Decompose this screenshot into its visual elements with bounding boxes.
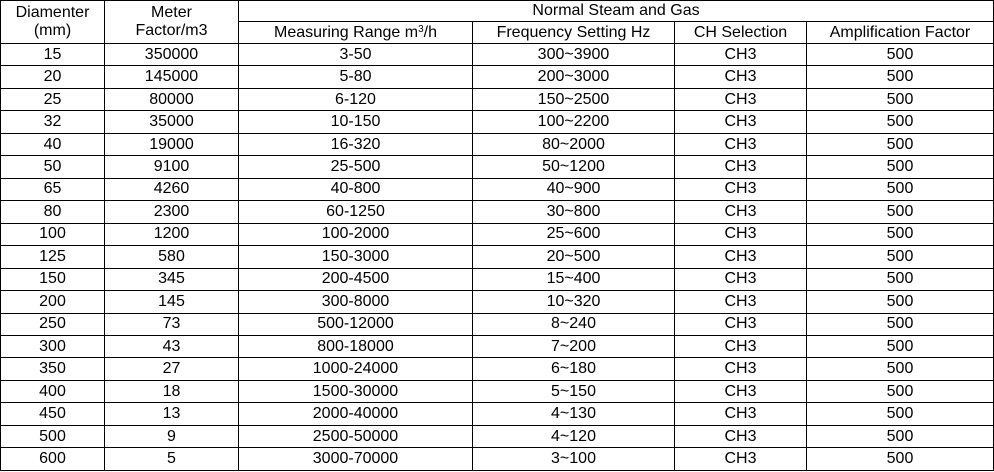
meter-factor-cell: 9 (105, 425, 239, 447)
diameter-header (1, 1, 105, 44)
measuring-range-cell: 2000-40000 (239, 403, 473, 425)
frequency-cell: 3~100 (473, 448, 675, 471)
measuring-range-cell: 1000-24000 (239, 358, 473, 380)
table-row (1, 111, 994, 133)
meter-factor-header (105, 1, 239, 44)
ch-selection-cell: CH3 (675, 66, 807, 88)
diameter-cell: 250 (1, 313, 105, 335)
measuring-range-cell: 6-120 (239, 88, 473, 110)
meter-factor-cell: 18 (105, 380, 239, 402)
diameter-cell: 15 (1, 43, 105, 65)
measuring-range-cell: 1500-30000 (239, 380, 473, 402)
ch-selection-header: CH Selection (675, 22, 807, 43)
meter-factor-cell: 27 (105, 358, 239, 380)
diameter-header-line-1: Diamenter (15, 3, 90, 21)
ch-selection-cell: CH3 (675, 201, 807, 223)
meter-factor-cell: 9100 (105, 156, 239, 178)
amplification-cell: 500 (807, 448, 994, 471)
table-row (1, 156, 994, 178)
amplification-cell: 500 (807, 336, 994, 358)
frequency-cell: 100~2200 (473, 111, 675, 133)
table-row (1, 268, 994, 290)
amplification-cell: 500 (807, 156, 994, 178)
diameter-cell: 40 (1, 133, 105, 155)
frequency-cell: 8~240 (473, 313, 675, 335)
table-row (1, 358, 994, 380)
table-row (1, 425, 994, 447)
meter-factor-cell: 345 (105, 268, 239, 290)
measuring-range-cell: 40-800 (239, 178, 473, 200)
measuring-range-cell: 100-2000 (239, 223, 473, 245)
table-row (1, 223, 994, 245)
ch-selection-cell: CH3 (675, 178, 807, 200)
amplification-cell: 500 (807, 291, 994, 313)
measuring-range-cell: 5-80 (239, 66, 473, 88)
amplification-cell: 500 (807, 66, 994, 88)
ch-selection-cell: CH3 (675, 223, 807, 245)
measuring-range-cell: 16-320 (239, 133, 473, 155)
meter-factor-cell: 350000 (105, 43, 239, 65)
frequency-cell: 80~2000 (473, 133, 675, 155)
measuring-range-cell: 3-50 (239, 43, 473, 65)
amplification-cell: 500 (807, 313, 994, 335)
diameter-cell: 20 (1, 66, 105, 88)
measuring-range-header (239, 22, 473, 43)
frequency-cell: 200~3000 (473, 66, 675, 88)
table-row (1, 291, 994, 313)
frequency-cell: 4~130 (473, 403, 675, 425)
amplification-cell: 500 (807, 425, 994, 447)
meter-factor-cell: 5 (105, 448, 239, 471)
meter-factor-cell: 580 (105, 246, 239, 268)
meter-factor-cell: 13 (105, 403, 239, 425)
table-row (1, 178, 994, 200)
meter-factor-cell: 4260 (105, 178, 239, 200)
amplification-cell: 500 (807, 111, 994, 133)
measuring-range-cell: 3000-70000 (239, 448, 473, 471)
frequency-cell: 4~120 (473, 425, 675, 447)
ch-selection-cell: CH3 (675, 88, 807, 110)
measuring-range-cell: 500-12000 (239, 313, 473, 335)
diameter-cell: 450 (1, 403, 105, 425)
diameter-cell: 100 (1, 223, 105, 245)
table-row (1, 246, 994, 268)
meter-factor-header-line-1: Meter (151, 3, 192, 21)
diameter-cell: 200 (1, 291, 105, 313)
table-row (1, 380, 994, 402)
amplification-cell: 500 (807, 246, 994, 268)
ch-selection-cell: CH3 (675, 43, 807, 65)
table-row (1, 336, 994, 358)
spec-table-body (1, 1, 994, 471)
frequency-cell: 30~800 (473, 201, 675, 223)
frequency-cell: 6~180 (473, 358, 675, 380)
diameter-cell: 25 (1, 88, 105, 110)
diameter-header-line-2: (mm) (33, 21, 72, 39)
measuring-range-header-text: Measuring Range m (274, 23, 419, 41)
frequency-cell: 50~1200 (473, 156, 675, 178)
diameter-cell: 350 (1, 358, 105, 380)
table-row (1, 88, 994, 110)
measuring-range-cell: 60-1250 (239, 201, 473, 223)
measuring-range-cell: 10-150 (239, 111, 473, 133)
amplification-cell: 500 (807, 223, 994, 245)
amplification-cell: 500 (807, 43, 994, 65)
meter-factor-cell: 43 (105, 336, 239, 358)
measuring-range-cell: 150-3000 (239, 246, 473, 268)
measuring-range-cell: 800-18000 (239, 336, 473, 358)
measuring-range-cell: 300-8000 (239, 291, 473, 313)
meter-factor-cell: 2300 (105, 201, 239, 223)
amplification-cell: 500 (807, 403, 994, 425)
diameter-cell: 50 (1, 156, 105, 178)
ch-selection-cell: CH3 (675, 380, 807, 402)
diameter-cell: 500 (1, 425, 105, 447)
header-row-1 (1, 1, 994, 22)
frequency-cell: 300~3900 (473, 43, 675, 65)
measuring-range-header-suffix: /h (423, 23, 437, 41)
frequency-cell: 40~900 (473, 178, 675, 200)
meter-factor-cell: 19000 (105, 133, 239, 155)
amplification-cell: 500 (807, 133, 994, 155)
amplification-cell: 500 (807, 268, 994, 290)
frequency-header: Frequency Setting Hz (473, 22, 675, 43)
diameter-cell: 80 (1, 201, 105, 223)
ch-selection-cell: CH3 (675, 336, 807, 358)
meter-factor-header-line-2: Factor/m3 (135, 21, 208, 39)
ch-selection-cell: CH3 (675, 133, 807, 155)
frequency-cell: 7~200 (473, 336, 675, 358)
diameter-cell: 65 (1, 178, 105, 200)
table-row (1, 66, 994, 88)
ch-selection-cell: CH3 (675, 156, 807, 178)
meter-factor-cell: 35000 (105, 111, 239, 133)
amplification-cell: 500 (807, 358, 994, 380)
measuring-range-cell: 25-500 (239, 156, 473, 178)
amplification-cell: 500 (807, 178, 994, 200)
measuring-range-cell: 2500-50000 (239, 425, 473, 447)
diameter-cell: 400 (1, 380, 105, 402)
table-row (1, 403, 994, 425)
meter-factor-cell: 145000 (105, 66, 239, 88)
frequency-cell: 150~2500 (473, 88, 675, 110)
measuring-range-cell: 200-4500 (239, 268, 473, 290)
amplification-cell: 500 (807, 201, 994, 223)
diameter-cell: 125 (1, 246, 105, 268)
ch-selection-cell: CH3 (675, 111, 807, 133)
ch-selection-cell: CH3 (675, 268, 807, 290)
meter-factor-cell: 73 (105, 313, 239, 335)
measuring-range-header-sup: 3 (418, 23, 424, 35)
frequency-cell: 15~400 (473, 268, 675, 290)
meter-factor-cell: 145 (105, 291, 239, 313)
meter-factor-cell: 1200 (105, 223, 239, 245)
frequency-cell: 25~600 (473, 223, 675, 245)
amplification-cell: 500 (807, 380, 994, 402)
diameter-cell: 150 (1, 268, 105, 290)
frequency-cell: 20~500 (473, 246, 675, 268)
frequency-cell: 5~150 (473, 380, 675, 402)
ch-selection-cell: CH3 (675, 313, 807, 335)
ch-selection-cell: CH3 (675, 403, 807, 425)
frequency-cell: 10~320 (473, 291, 675, 313)
diameter-cell: 300 (1, 336, 105, 358)
table-row (1, 133, 994, 155)
amplification-cell: 500 (807, 88, 994, 110)
meter-factor-cell: 80000 (105, 88, 239, 110)
ch-selection-cell: CH3 (675, 291, 807, 313)
ch-selection-cell: CH3 (675, 425, 807, 447)
diameter-cell: 32 (1, 111, 105, 133)
table-row (1, 201, 994, 223)
ch-selection-cell: CH3 (675, 246, 807, 268)
group-header: Normal Steam and Gas (239, 1, 994, 22)
table-row (1, 448, 994, 471)
ch-selection-cell: CH3 (675, 448, 807, 471)
table-row (1, 43, 994, 65)
table-row (1, 313, 994, 335)
ch-selection-cell: CH3 (675, 358, 807, 380)
diameter-cell: 600 (1, 448, 105, 471)
amplification-header: Amplification Factor (807, 22, 994, 43)
